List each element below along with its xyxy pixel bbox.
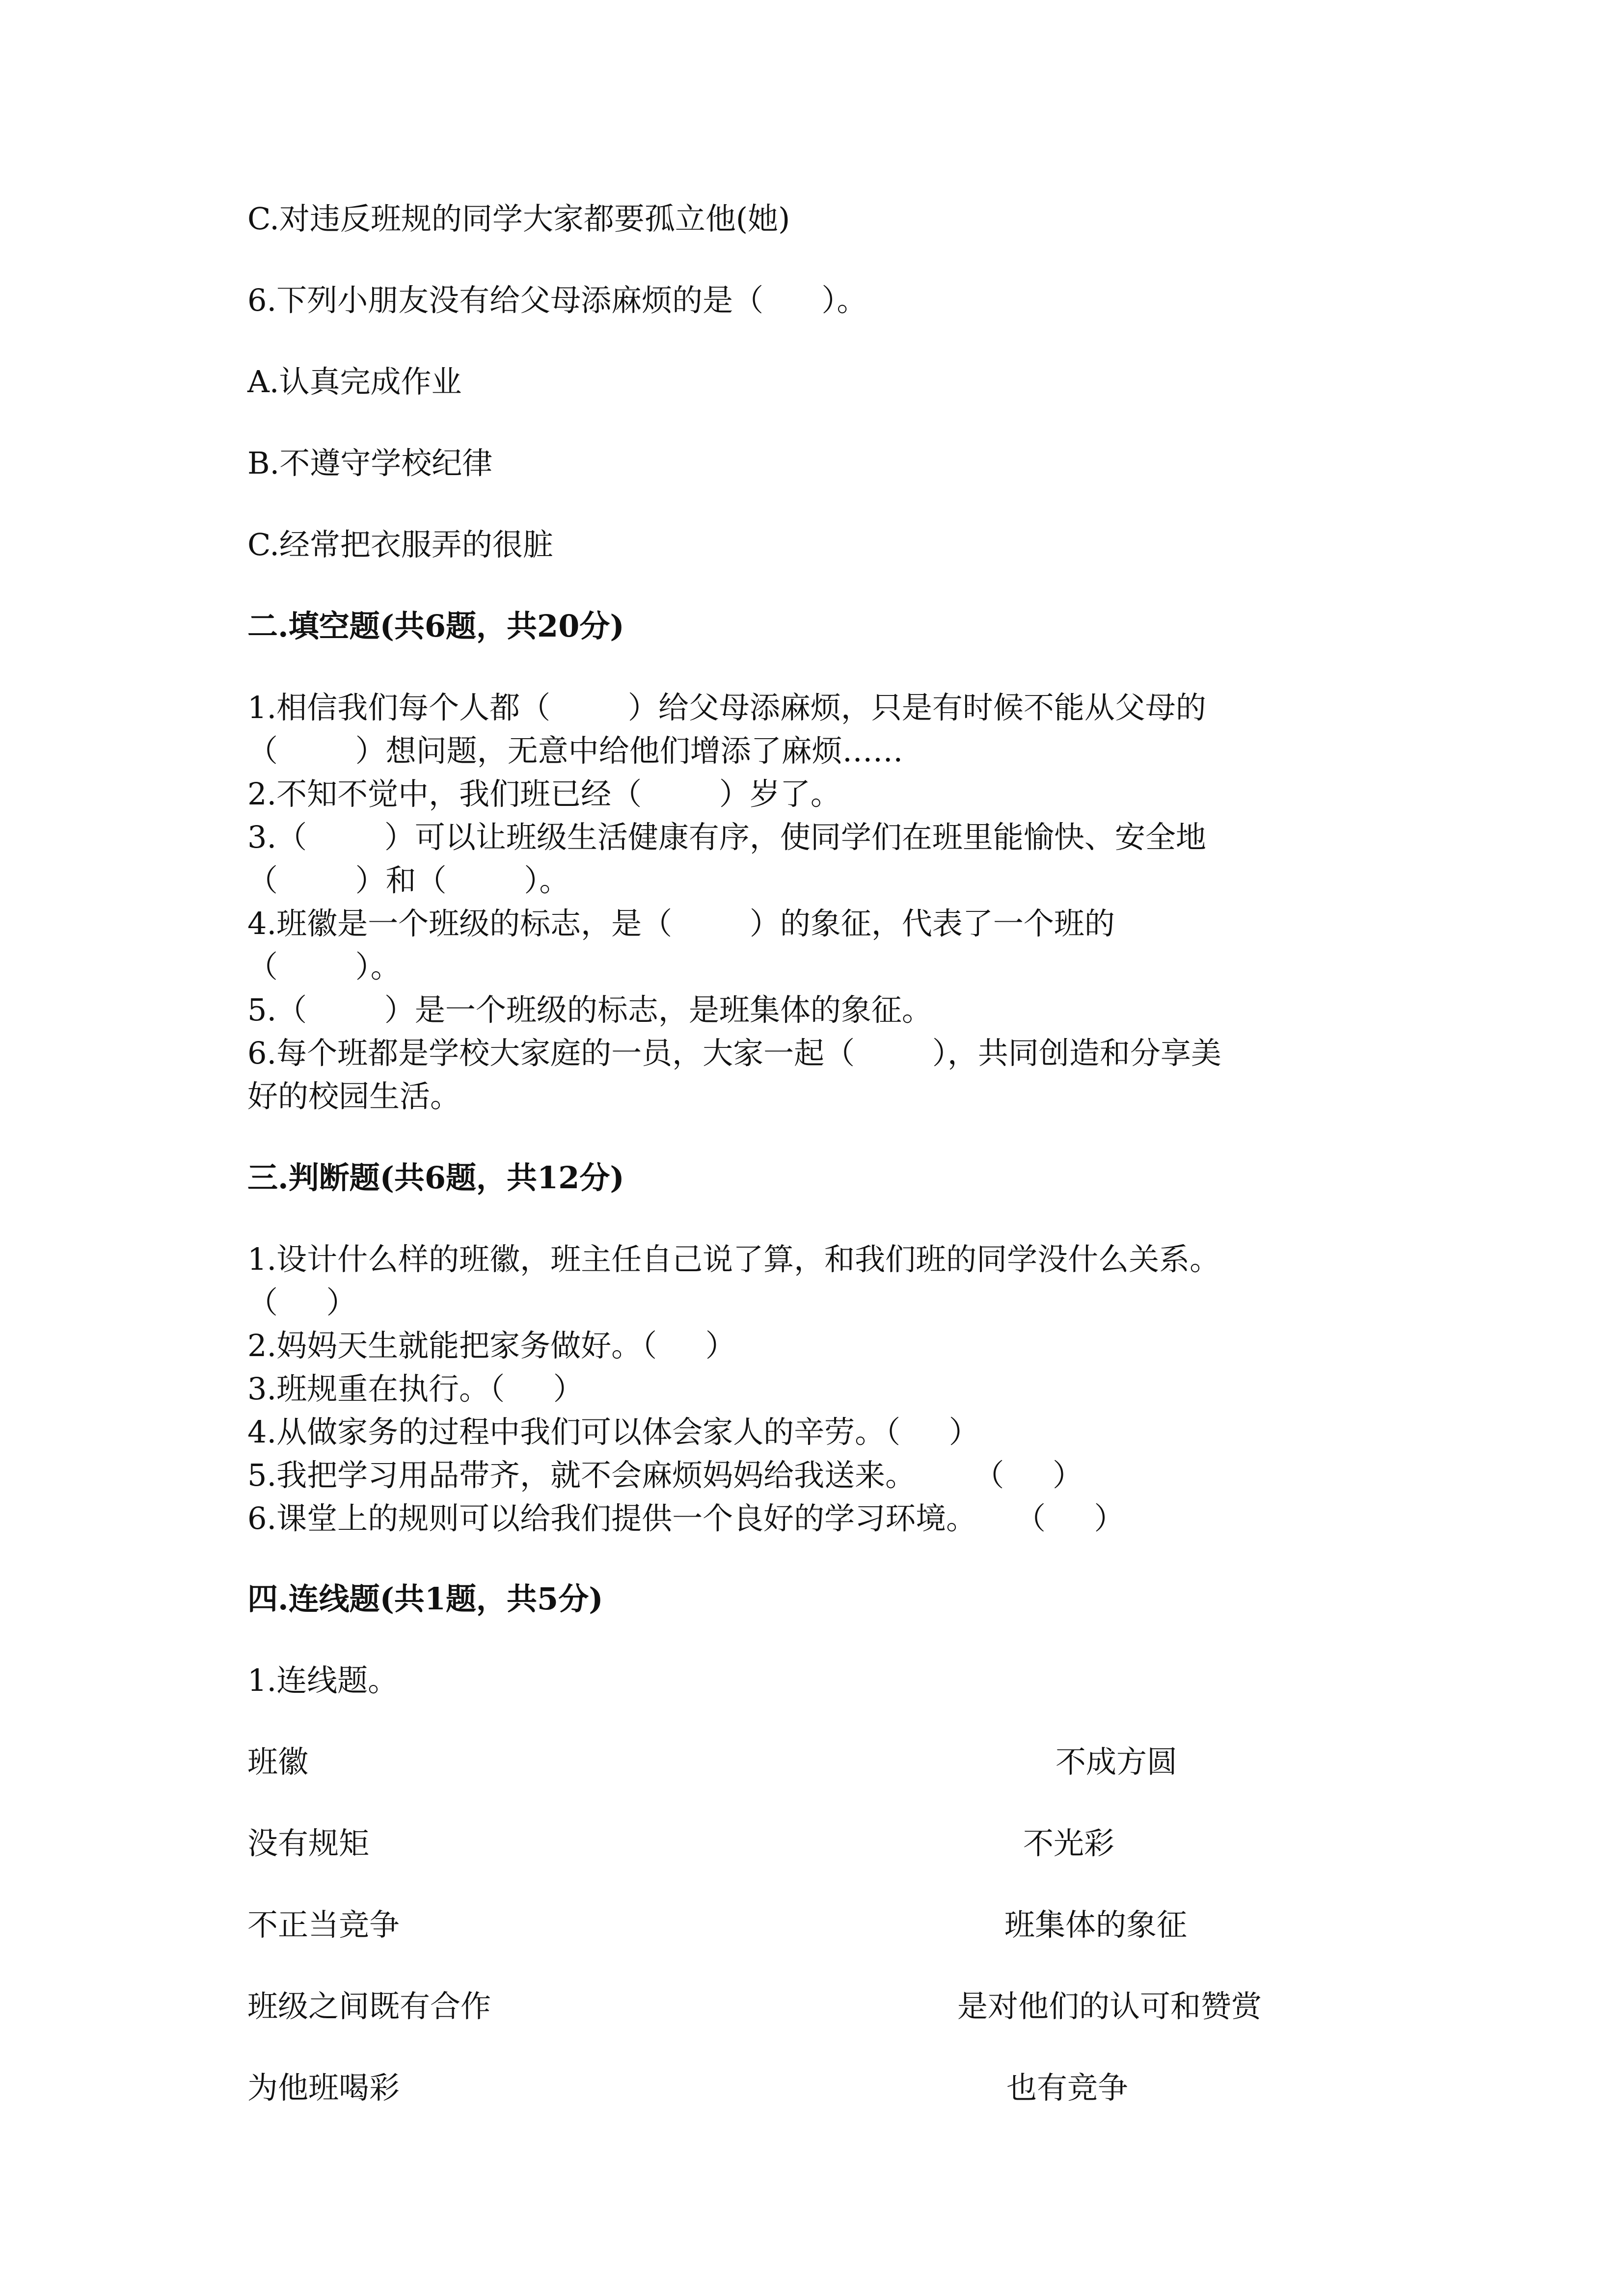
match-right-item: 不光彩 — [1023, 1825, 1115, 1861]
fill-line: 5.（ ）是一个班级的标志，是班集体的象征。 — [247, 992, 932, 1028]
fill-line: 好的校园生活。 — [247, 1078, 461, 1114]
fill-line: 3.（ ）可以让班级生活健康有序，使同学们在班里能愉快、安全地 — [247, 819, 1206, 855]
fill-line: （ ）想问题，无意中给他们增添了麻烦…… — [247, 733, 903, 769]
match-left-item: 班徽 — [247, 1744, 309, 1780]
judge-line: 1.设计什么样的班徽，班主任自己说了算，和我们班的同学没什么关系。 — [247, 1241, 1220, 1277]
fill-line: 2.不知不觉中，我们班已经（ ）岁了。 — [247, 776, 841, 812]
fill-line: （ ）。 — [247, 949, 401, 985]
fill-line: 6.每个班都是学校大家庭的一员，大家一起（ ），共同创造和分享美 — [247, 1035, 1221, 1071]
judge-heading: 三.判断题(共6题，共12分) — [247, 1160, 624, 1196]
q6-option-c: C.经常把衣服弄的很脏 — [247, 527, 553, 562]
judge-line: 5.我把学习用品带齐，就不会麻烦妈妈给我送来。 （ ） — [247, 1457, 1083, 1493]
judge-line: 6.课堂上的规则可以给我们提供一个良好的学习环境。 （ ） — [247, 1500, 1125, 1536]
match-left-item: 班级之间既有合作 — [247, 1988, 491, 2024]
match-right-item: 是对他们的认可和赞赏 — [957, 1988, 1262, 2024]
match-left-item: 为他班喝彩 — [247, 2070, 400, 2106]
match-right-item: 班集体的象征 — [1004, 1907, 1188, 1943]
judge-line: （ ） — [247, 1284, 357, 1320]
judge-line: 3.班规重在执行。（ ） — [247, 1371, 584, 1407]
match-heading: 四.连线题(共1题，共5分) — [247, 1581, 603, 1617]
q6-stem: 6.下列小朋友没有给父母添麻烦的是（ ）。 — [247, 282, 867, 318]
judge-line: 4.从做家务的过程中我们可以体会家人的辛劳。（ ） — [247, 1414, 979, 1450]
q6-option-b: B.不遵守学校纪律 — [247, 445, 493, 481]
match-right-item: 也有竞争 — [1006, 2070, 1129, 2106]
fill-line: 4.班徽是一个班级的标志，是（ ）的象征，代表了一个班的 — [247, 906, 1115, 941]
match-left-item: 不正当竞争 — [247, 1907, 400, 1943]
judge-line: 2.妈妈天生就能把家务做好。（ ） — [247, 1328, 736, 1363]
fill-line: （ ）和（ ）。 — [247, 862, 570, 898]
q5-option-c: C.对违反班规的同学大家都要孤立他(她) — [247, 201, 790, 237]
match-stem: 1.连线题。 — [247, 1662, 399, 1698]
fill-heading: 二.填空题(共6题，共20分) — [247, 608, 624, 644]
q6-option-a: A.认真完成作业 — [247, 364, 462, 400]
match-right-item: 不成方圆 — [1056, 1744, 1178, 1780]
fill-line: 1.相信我们每个人都（ ）给父母添麻烦，只是有时候不能从父母的 — [247, 690, 1206, 725]
match-left-item: 没有规矩 — [247, 1825, 370, 1861]
